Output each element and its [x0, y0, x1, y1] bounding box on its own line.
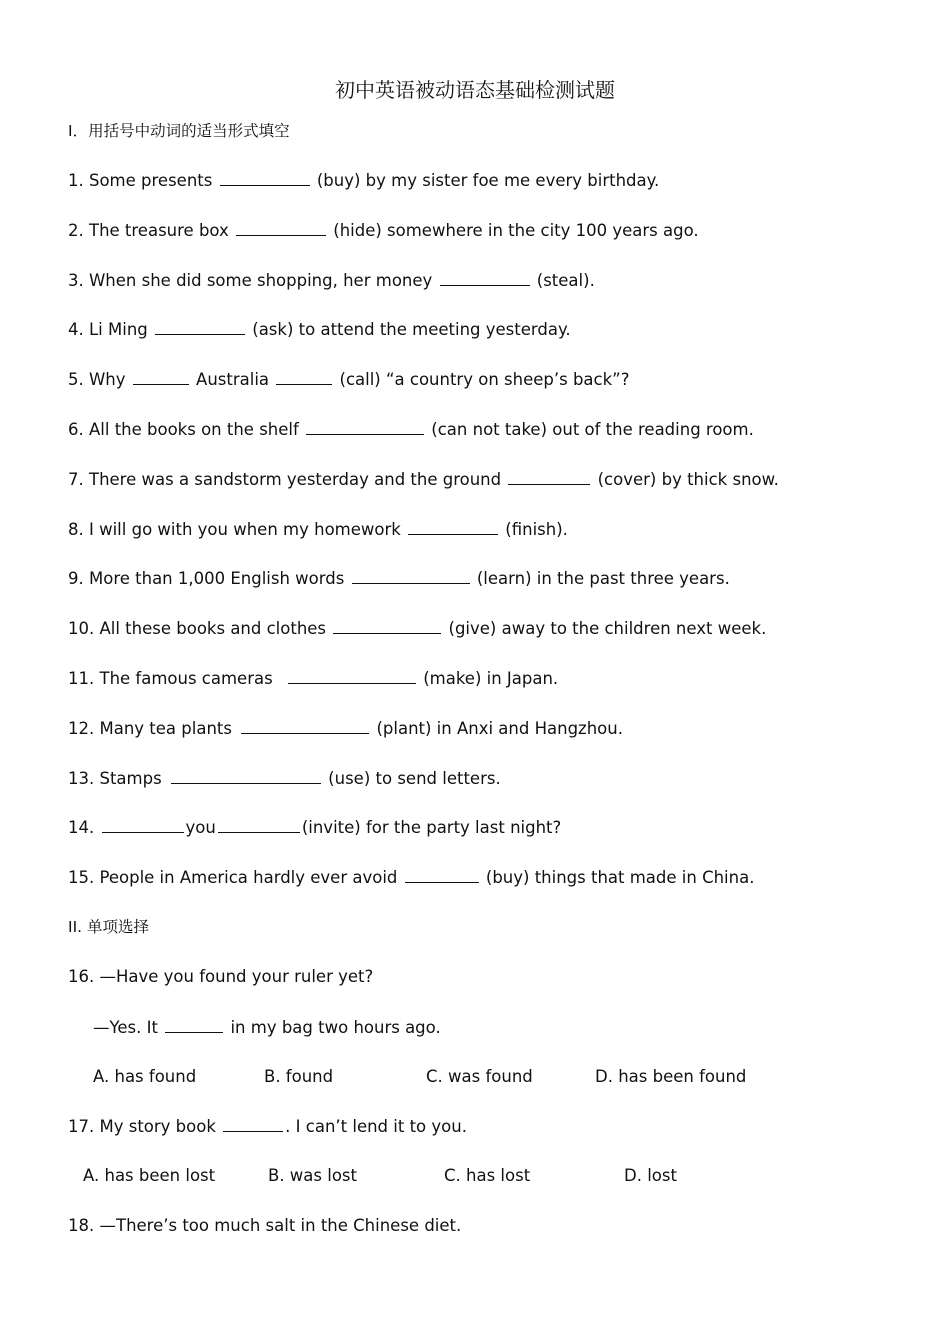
question-11	[68, 667, 558, 690]
question-17-stem	[68, 1115, 467, 1138]
answer-blank[interactable]	[223, 1115, 283, 1132]
question-text: 9. More than 1,000 English words	[68, 569, 350, 588]
answer-blank[interactable]	[241, 717, 369, 734]
question-text: . I can’t lend it to you.	[285, 1117, 467, 1136]
question-text: —Yes. It	[93, 1018, 164, 1037]
question-text: 11. The famous cameras	[68, 669, 278, 688]
question-12	[68, 717, 623, 740]
q17-option-d[interactable]: D. lost	[624, 1166, 677, 1185]
question-18-stem: 18. —There’s too much salt in the Chinese diet.	[68, 1216, 462, 1235]
answer-blank[interactable]	[133, 368, 189, 385]
question-16-stem: 16. —Have you found your ruler yet?	[68, 967, 374, 986]
question-15	[68, 866, 754, 889]
question-text: (steal).	[531, 271, 595, 290]
question-text: (cover) by thick snow.	[592, 470, 779, 489]
question-7	[68, 468, 779, 491]
q16-option-d[interactable]: D. has been found	[595, 1067, 747, 1086]
question-text: (make) in Japan.	[417, 669, 559, 688]
question-text: (plant) in Anxi and Hangzhou.	[371, 719, 623, 738]
answer-blank[interactable]	[218, 816, 300, 833]
question-text: 5. Why	[68, 370, 131, 389]
question-text: (call) “a country on sheep’s back”?	[334, 370, 630, 389]
question-text: (invite) for the party last night?	[301, 818, 562, 837]
question-13	[68, 767, 501, 790]
question-text: 4. Li Ming	[68, 320, 154, 339]
question-16-reply	[93, 1016, 441, 1039]
question-2	[68, 219, 699, 242]
answer-blank[interactable]	[352, 567, 470, 584]
question-text: 6. All the books on the shelf	[68, 420, 305, 439]
answer-blank[interactable]	[220, 169, 310, 186]
answer-blank[interactable]	[440, 269, 530, 286]
answer-blank[interactable]	[155, 318, 245, 335]
question-8	[68, 518, 568, 541]
question-14	[68, 816, 561, 839]
question-text: 3. When she did some shopping, her money	[68, 271, 438, 290]
question-1	[68, 169, 659, 192]
question-text: you	[185, 818, 216, 837]
question-10	[68, 617, 766, 640]
q16-option-b[interactable]: B. found	[264, 1067, 334, 1086]
question-text: 10. All these books and clothes	[68, 619, 332, 638]
question-text: (ask) to attend the meeting yesterday.	[247, 320, 571, 339]
answer-blank[interactable]	[405, 866, 479, 883]
question-text: 8. I will go with you when my homework	[68, 520, 407, 539]
question-9	[68, 567, 730, 590]
answer-blank[interactable]	[236, 219, 326, 236]
question-text: (learn) in the past three years.	[471, 569, 730, 588]
question-text: 15. People in America hardly ever avoid	[68, 868, 403, 887]
answer-blank[interactable]	[408, 518, 498, 535]
answer-blank[interactable]	[171, 767, 321, 784]
q16-option-c[interactable]: C. was found	[426, 1067, 533, 1086]
q17-option-c[interactable]: C. has lost	[444, 1166, 531, 1185]
answer-blank[interactable]	[508, 468, 590, 485]
question-5	[68, 368, 629, 391]
answer-blank[interactable]	[102, 816, 184, 833]
question-text: 17. My story book	[68, 1117, 222, 1136]
answer-blank[interactable]	[288, 667, 416, 684]
question-text: (buy) things that made in China.	[480, 868, 755, 887]
page-title: 初中英语被动语态基础检测试题	[335, 78, 615, 102]
answer-blank[interactable]	[306, 418, 424, 435]
question-3	[68, 269, 595, 292]
question-4	[68, 318, 571, 341]
question-text: 12. Many tea plants	[68, 719, 238, 738]
question-text: 13. Stamps	[68, 769, 167, 788]
q16-option-a[interactable]: A. has found	[93, 1067, 197, 1086]
question-text: (buy) by my sister foe me every birthday.	[311, 171, 660, 190]
q17-option-a[interactable]: A. has been lost	[83, 1166, 216, 1185]
question-text: (finish).	[500, 520, 568, 539]
question-6	[68, 418, 754, 441]
answer-blank[interactable]	[276, 368, 332, 385]
question-text: (can not take) out of the reading room.	[426, 420, 754, 439]
question-text: in my bag two hours ago.	[225, 1018, 441, 1037]
question-text: Australia	[190, 370, 275, 389]
section-heading-multiple-choice: II. 单项选择	[68, 918, 149, 936]
question-text: 1. Some presents	[68, 171, 218, 190]
answer-blank[interactable]	[333, 617, 441, 634]
section-heading-fill-in: I．用括号中动词的适当形式填空	[68, 122, 290, 140]
question-text: 14.	[68, 818, 100, 837]
question-text: 2. The treasure box	[68, 221, 235, 240]
question-text: (use) to send letters.	[322, 769, 501, 788]
answer-blank[interactable]	[165, 1016, 223, 1033]
question-text: (give) away to the children next week.	[443, 619, 767, 638]
q17-option-b[interactable]: B. was lost	[268, 1166, 358, 1185]
question-text: (hide) somewhere in the city 100 years ago.	[328, 221, 699, 240]
question-text: 7. There was a sandstorm yesterday and the ground	[68, 470, 507, 489]
